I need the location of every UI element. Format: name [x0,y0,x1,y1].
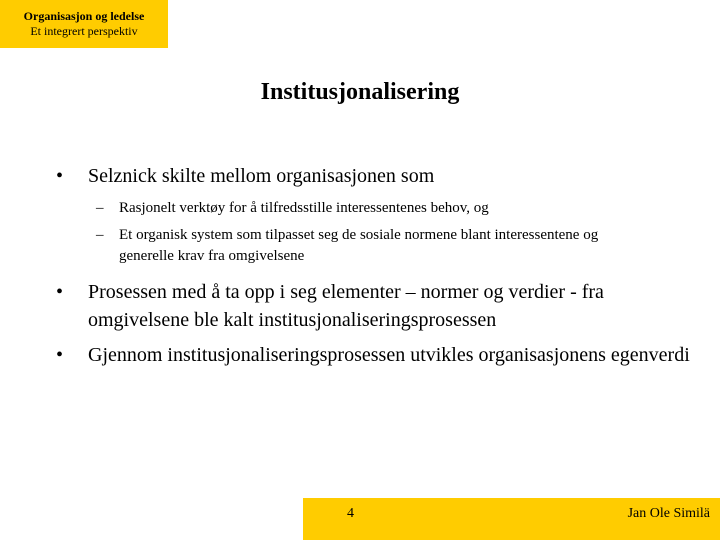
bullet-text: Gjennom institusjonaliseringsprosessen utvikles organisasjonens egenverdi [88,344,690,366]
bullet-text: Prosessen med å ta opp i seg elementer – normer og verdier - fra omgivelsene ble kalt institusjonaliseringsprosessen [88,281,604,331]
sub-bullet-text: Rasjonelt verktøy for å tilfredsstille interessentenes behov, og [119,200,489,216]
header-subtitle: Et integrert perspektiv [30,24,138,38]
bullet-item [56,162,696,190]
header-banner [0,0,168,48]
sub-bullet-marker: – [96,200,104,216]
bullet-marker: • [56,344,64,366]
bullet-marker: • [56,281,64,303]
sub-bullet-text: Et organisk system som tilpasset seg de sosiale normene blant interessentene og generelle krav fra omgivelsene [119,227,599,264]
footer-author: Jan Ole Similä [627,506,710,521]
page-number: 4 [347,506,354,521]
slide-title [0,79,720,106]
bullet-marker: • [56,165,64,187]
sub-bullet-marker: – [96,227,104,243]
bullet-text: Selznick skilte mellom organisasjonen som [88,165,435,187]
bullet-item [56,278,696,334]
sub-bullet-item [96,225,656,267]
bullet-item [56,341,696,369]
sub-bullet-item [96,198,656,219]
header-title: Organisasjon og ledelse [23,9,145,23]
slide-title-text: Institusjonalisering [260,79,460,105]
